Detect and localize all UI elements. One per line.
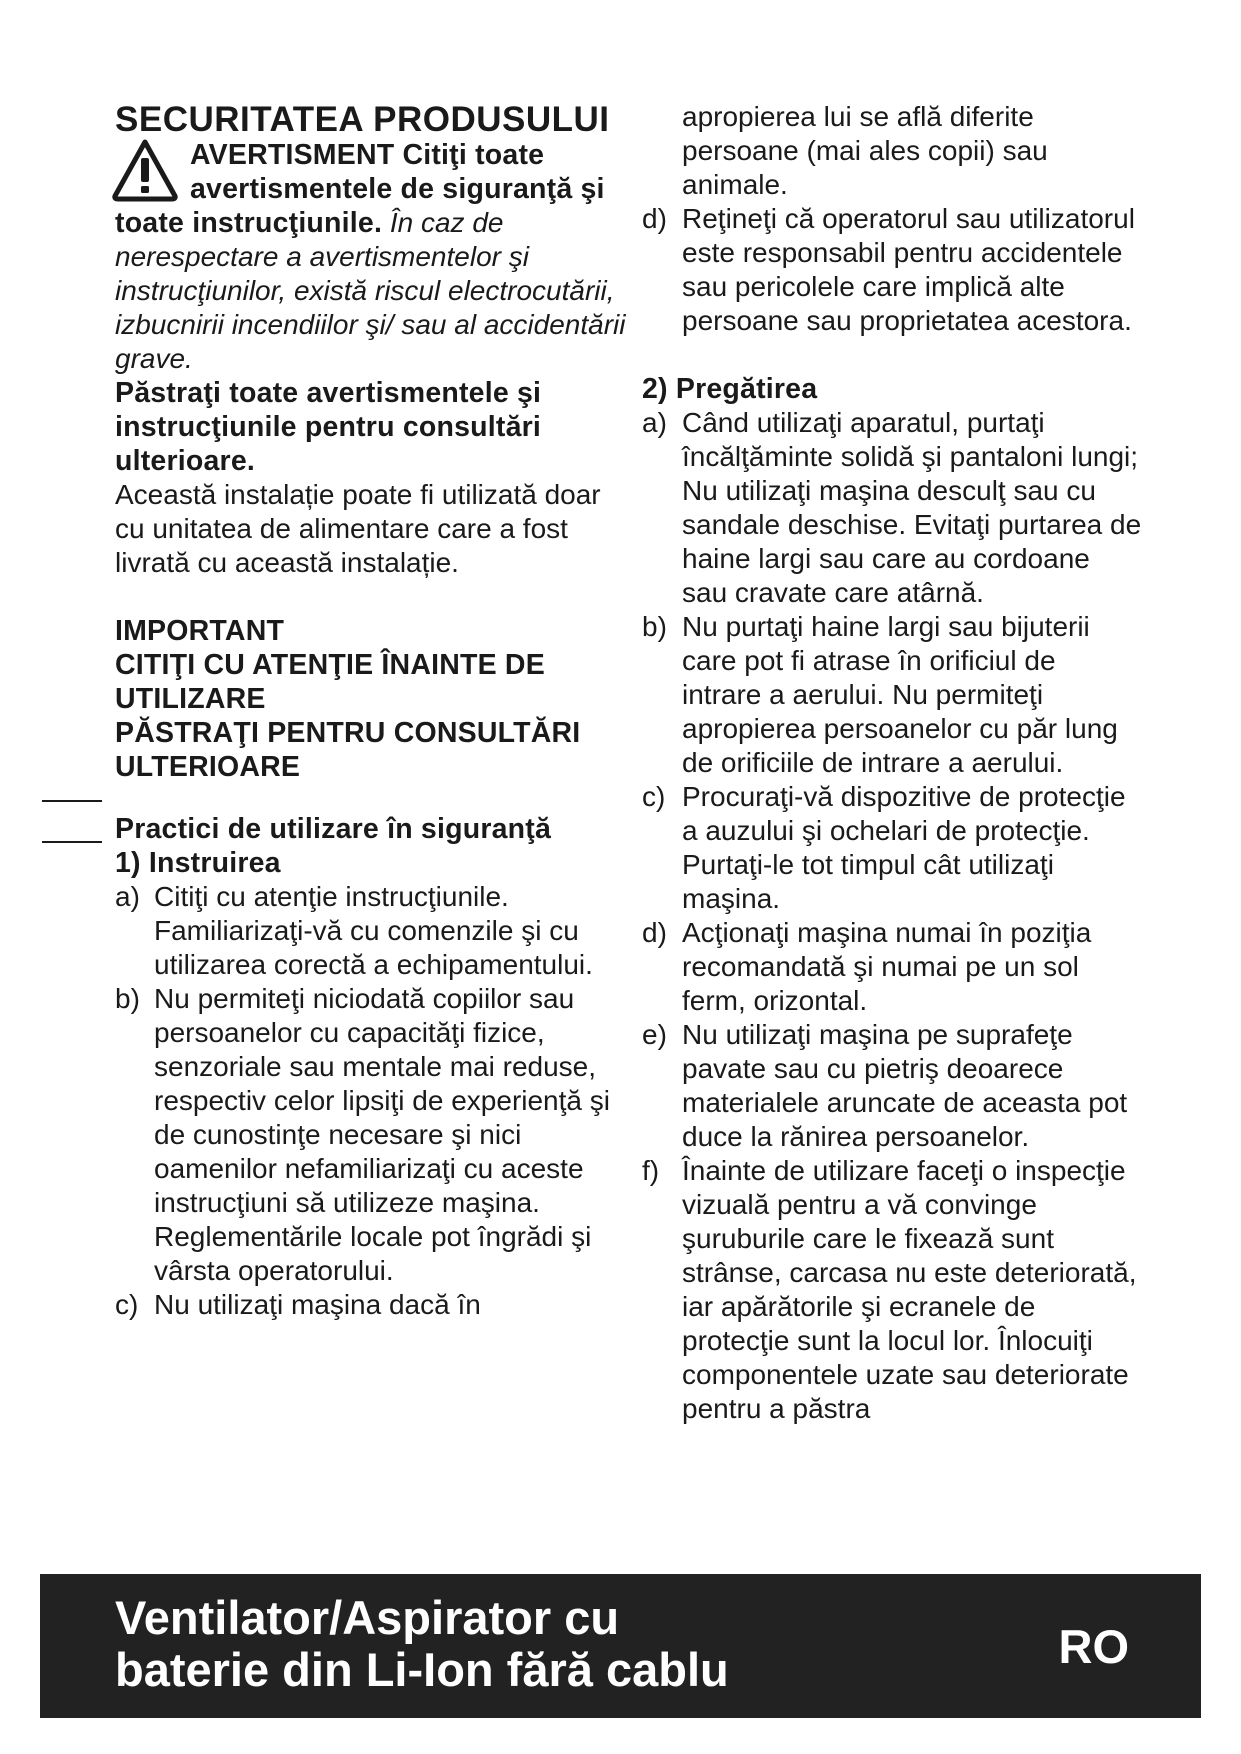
- footer-banner: [40, 1574, 1201, 1718]
- product-title: [115, 1592, 729, 1696]
- preparation-heading: 2) Pregătirea: [642, 373, 818, 405]
- list-item-text: Nu permiteţi niciodată copiilor sau persoanelor cu capacităţi fizice, senzoriale sau mentale mai reduse, respectiv celor lipsiţi de experienţă şi de cunostinţe necesare şi nici oamenilor nefamiliarizaţi cu aceste instrucţiuni să utilizeze maşina. Reglementările locale pot îngrădi şi vârsta operatorului.: [154, 983, 610, 1286]
- list-item: [642, 1018, 1142, 1154]
- list-item-text: Reţineţi că operatorul sau utilizatorul este responsabil pentru accidentele sau pericolele care implică alte persoane sau proprietatea acestora.: [682, 203, 1135, 336]
- list-item: [642, 916, 1142, 1018]
- language-code: RO: [1058, 1620, 1129, 1673]
- list-item: [115, 1288, 635, 1322]
- list-item-text: Nu utilizaţi maşina dacă în: [154, 1289, 481, 1320]
- important-heading: IMPORTANT: [115, 615, 285, 647]
- list-item-text: Citiţi cu atenţie instrucţiunile. Familiarizaţi-vă cu comenzile şi cu utilizarea corectă a echipamentului.: [154, 881, 593, 980]
- left-column: [115, 100, 635, 1322]
- list-item-label: b): [115, 983, 140, 1014]
- keep-instructions-text: Păstraţi toate avertismentele şi instrucţiunile pentru consultări ulterioare.: [115, 377, 542, 477]
- list-item-label: c): [115, 1289, 139, 1320]
- list-item: [115, 982, 635, 1288]
- product-title-line: baterie din Li-Ion fără cablu: [115, 1643, 729, 1696]
- list-item: [115, 880, 635, 982]
- keep-for-reference-heading: PĂSTRAŢI PENTRU CONSULTĂRI ULTERIOARE: [115, 717, 581, 783]
- warning-bold-text: AVERTISMENT Citiţi toate avertismentele de siguranţă şi toate instrucţiunile.: [115, 139, 605, 239]
- warning-triangle-icon: [112, 138, 178, 202]
- list-item-label: d): [642, 203, 667, 234]
- list-item-label: a): [115, 881, 140, 912]
- read-carefully-heading: CITIŢI CU ATENŢIE ÎNAINTE DE UTILIZARE: [115, 649, 545, 715]
- list-item: [642, 406, 1142, 610]
- margin-mark-2: [42, 841, 102, 843]
- list-item: [642, 202, 1142, 338]
- right-column: [642, 100, 1142, 1426]
- list-item-text: Când utilizaţi aparatul, purtaţi încălţăminte solidă şi pantaloni lungi; Nu utilizaţi maşina desculţ sau cu sandale deschise. Evitaţi purtarea de haine largi sau care au cordoane sau cravate care atârnă.: [682, 407, 1142, 608]
- list-item-text: Procuraţi-vă dispozitive de protecţie a auzului şi ochelari de protecţie. Purtaţi-le tot timpul cât utilizaţi maşina.: [682, 781, 1126, 914]
- list-item-text: Acţionaţi maşina numai în poziţia recomandată şi numai pe un sol ferm, orizontal.: [682, 917, 1092, 1016]
- practices-heading: Practici de utilizare în siguranţă: [115, 813, 552, 845]
- list-item-text: Nu utilizaţi maşina pe suprafeţe pavate sau cu pietriş deoarece materialele aruncate de aceasta pot duce la rănirea persoanelor.: [682, 1019, 1128, 1152]
- warning-italic-text: În caz de nerespectare a avertismentelor şi instrucţiunilor, există riscul electrocutării, izbucnirii incendiilor şi/ sau al accidentării grave.: [115, 207, 626, 374]
- list-item-label: a): [642, 407, 667, 438]
- list-item-label: c): [642, 781, 666, 812]
- list-item-text: Nu purtaţi haine largi sau bijuterii care pot fi atrase în orificiul de intrare a aerului. Nu permiteţi apropierea persoanelor cu păr lung de orificiile de intrare a aerului.: [682, 611, 1118, 778]
- list-item-continuation: [642, 100, 1142, 202]
- list-item-label: d): [642, 917, 667, 948]
- continuation-text: apropierea lui se află diferite persoane (mai ales copii) sau animale.: [682, 101, 1048, 200]
- list-item-label: e): [642, 1019, 667, 1050]
- training-heading: 1) Instruirea: [115, 847, 281, 879]
- section-title: SECURITATEA PRODUSULUI: [115, 100, 610, 139]
- list-item-text: Înainte de utilizare faceţi o inspecţie vizuală pentru a vă convinge şuruburile care le fixează sunt strânse, carcasa nu este deteriorată, iar apărătorile şi ecranele de protecţie sunt la locul lor. Înlocuiţi componentele uzate sau deteriorate pentru a păstra: [682, 1155, 1137, 1424]
- product-title-line: Ventilator/Aspirator cu: [115, 1591, 620, 1644]
- margin-mark-1: [42, 800, 102, 802]
- list-item-label: f): [642, 1155, 660, 1186]
- supply-note-text: Această instalație poate fi utilizată doar cu unitatea de alimentare care a fost livrată cu această instalație.: [115, 479, 601, 578]
- list-item-label: b): [642, 611, 667, 642]
- warning-block: [115, 138, 635, 376]
- list-item: [642, 1154, 1142, 1426]
- list-item: [642, 780, 1142, 916]
- list-item: [642, 610, 1142, 780]
